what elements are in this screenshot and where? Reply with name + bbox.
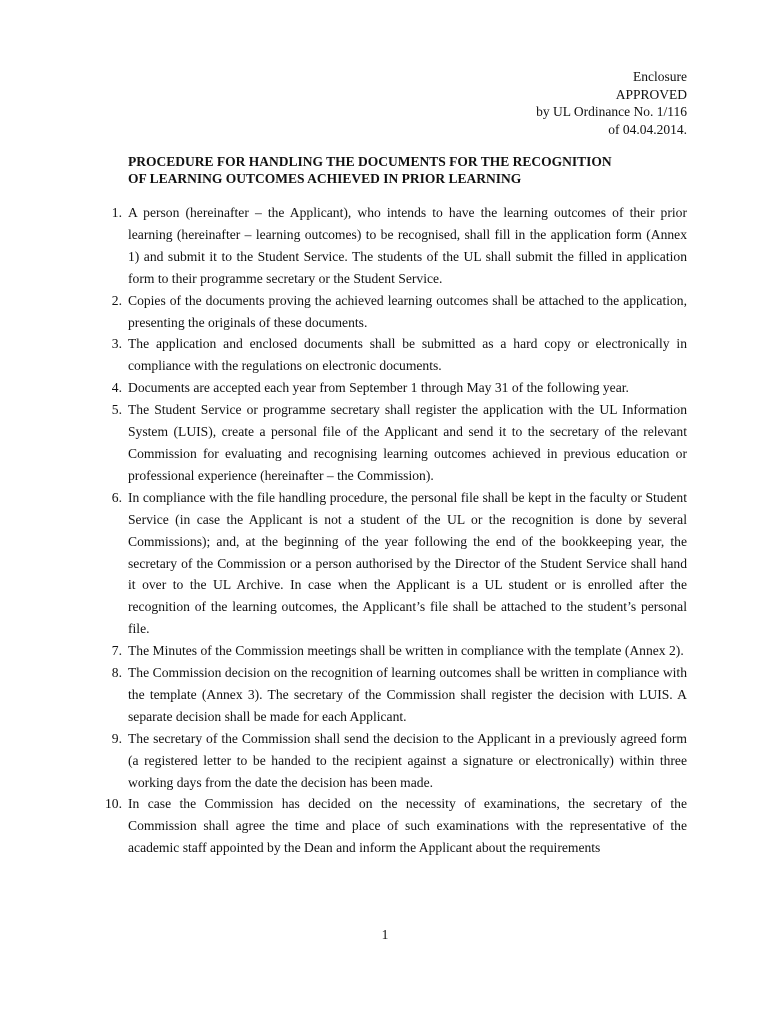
list-item [111, 333, 687, 377]
list-item [111, 728, 687, 794]
clause-number: 4. [111, 380, 122, 396]
clause-text: The secretary of the Commission shall send the decision to the Applicant in a previously agreed form (a registered letter to be handed to the recipient against a signature or electronically) within three working days from the date the decision has been made. [128, 730, 687, 790]
title-line-2: OF LEARNING OUTCOMES ACHIEVED IN PRIOR LEARNING [128, 171, 522, 186]
list-item [111, 377, 687, 399]
list-item [111, 487, 687, 640]
ordinance-date: of 04.04.2014. [608, 121, 687, 137]
clause-text: The Minutes of the Commission meetings shall be written in compliance with the template (Annex 2). [128, 643, 684, 659]
list-item [105, 793, 687, 859]
clause-number: 2. [111, 292, 122, 308]
list-item [111, 290, 687, 334]
clause-text: In compliance with the file handling procedure, the personal file shall be kept in the faculty or Student Service (in case the Applicant is not a student of the UL or the recognition is done by several Commissions); and, at the beginning of the year following the end of the bookkeeping year, the secretary of the Commission or a person authorised by the Director of the Student Service shall hand it over to the UL Archive. In case when the Applicant is a UL student or is enrolled after the recognition of the learning outcomes, the Applicant’s file shall be attached to the student’s personal file. [128, 489, 687, 637]
ordinance-reference: by UL Ordinance No. 1/116 [536, 104, 687, 119]
clause-number: 1. [111, 205, 122, 220]
clause-number: 6. [111, 489, 122, 505]
clause-number: 3. [111, 336, 122, 352]
document-title [128, 153, 698, 187]
clause-number: 8. [111, 665, 122, 681]
clause-text: The Commission decision on the recognition of learning outcomes shall be written in compliance with the template (Annex 3). The secretary of the Commission shall register the decision with LUIS. A separate decision shall be made for each Applicant. [128, 665, 687, 724]
clause-text: The application and enclosed documents shall be submitted as a hard copy or electronically in compliance with the regulations on electronic documents. [128, 336, 687, 374]
clause-number: 5. [111, 402, 122, 418]
clause-text: Documents are accepted each year from September 1 through May 31 of the following year. [128, 380, 629, 396]
clause-text: In case the Commission has decided on the necessity of examinations, the secretary of the Commission shall agree the time and place of such examinations with the representative of the academic staff appointed by the Dean and inform the Applicant about the requirements [128, 796, 687, 856]
clause-number: 9. [111, 730, 122, 746]
list-item [111, 399, 687, 487]
title-line-1: PROCEDURE FOR HANDLING THE DOCUMENTS FOR THE RECOGNITION [128, 154, 612, 169]
approved-label: APPROVED [615, 86, 687, 102]
clause-text: A person (hereinafter – the Applicant), who intends to have the learning outcomes of their prior learning (hereinafter – learning outcomes) to be recognised, shall fill in the application form (Annex 1) and submit it to the Student Service. The students of the UL shall submit the filled in application form to their programme secretary or the Student Service. [128, 205, 687, 286]
list-item [111, 202, 687, 290]
clause-number: 10. [105, 796, 122, 812]
procedure-list [105, 202, 687, 859]
list-item [111, 640, 687, 662]
clause-number: 7. [111, 643, 122, 659]
enclosure-label: Enclosure [633, 69, 687, 84]
clause-text: Copies of the documents proving the achieved learning outcomes shall be attached to the application, presenting the originals of these documents. [128, 292, 687, 330]
list-item [111, 662, 687, 728]
approval-header [536, 68, 687, 138]
page-number: 1 [381, 927, 389, 942]
clause-text: The Student Service or programme secretary shall register the application with the UL Information System (LUIS), create a personal file of the Applicant and send it to the secretary of the relevant Commission for evaluating and recognising learning outcomes achieved in previous education or professional experience (hereinafter – the Commission). [128, 402, 687, 483]
